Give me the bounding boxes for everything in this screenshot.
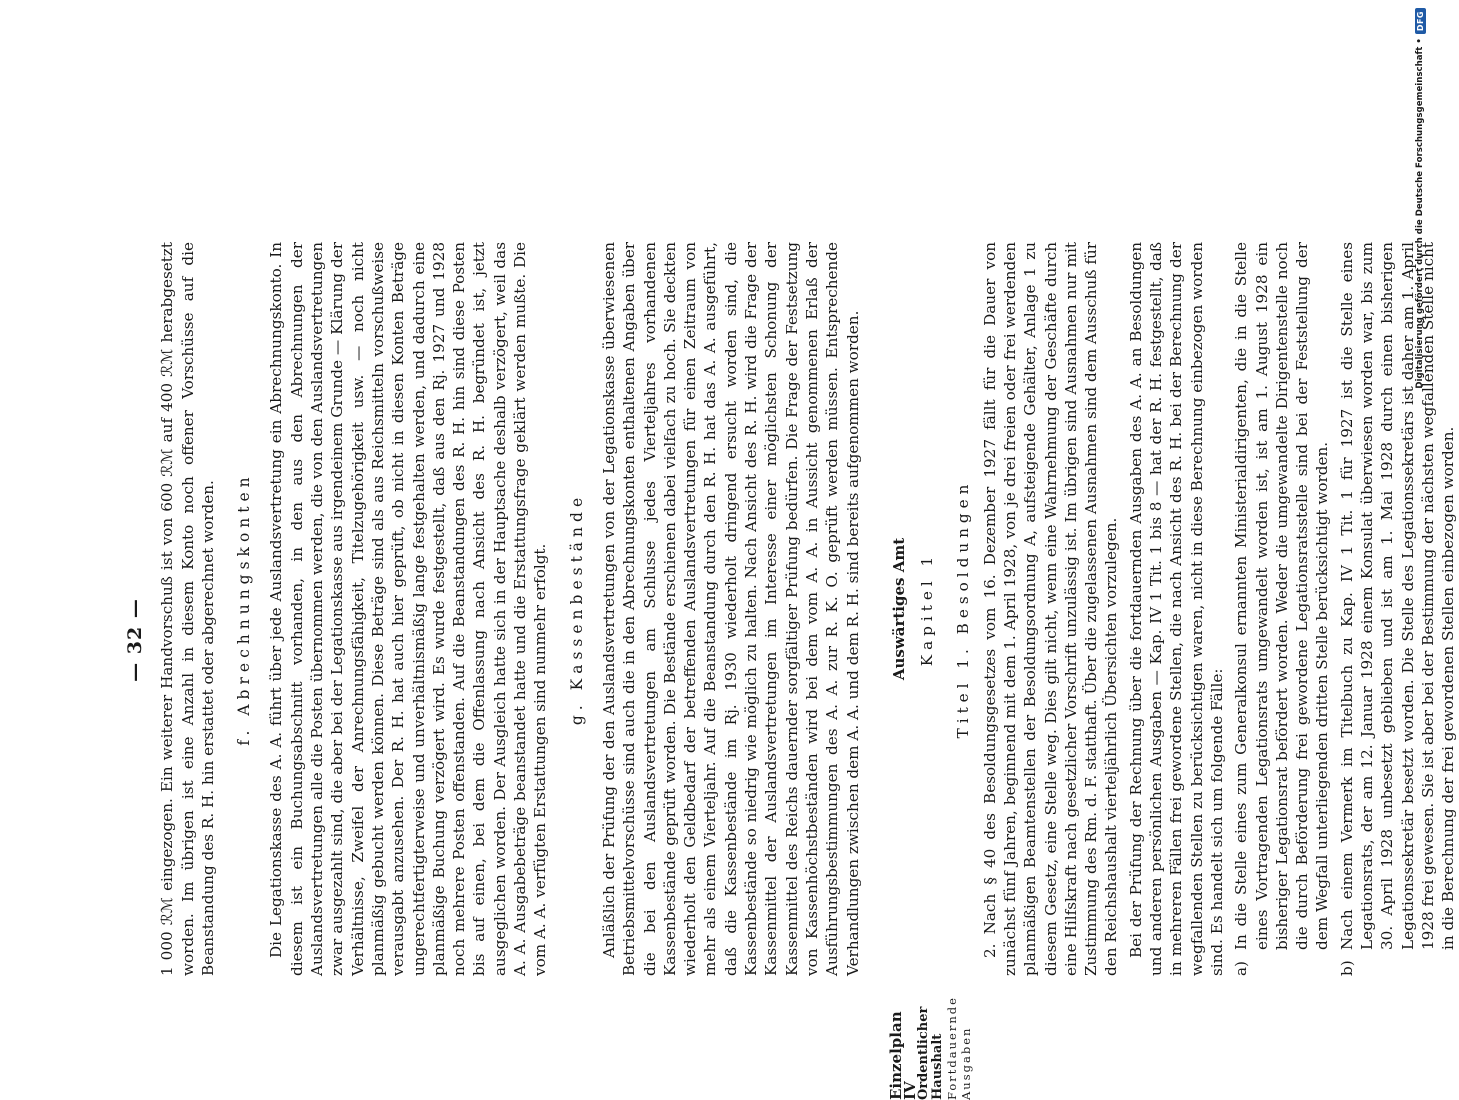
margin-note — [886, 988, 973, 1100]
section-f-heading: f. Abrechnungskonten — [235, 472, 254, 746]
intro-paragraph: 1 000 ℛℳ eingezogen. Ein weiterer Handvorschuß ist von 600 ℛℳ auf 400 ℛℳ herabgesetzt worden. Im übrigen ist eine Anzahl in diesem Konto noch offener Vorschüsse auf die Beanstandung des R. H. hin erstattet oder abgerechnet worden. — [158, 242, 217, 976]
case-a-text: In die Stelle eines zum Generalkonsul ernannten Ministerialdirigenten, die in die Stelle eines Vortragenden Legationsrats umgewandelt worden ist, ist am 1. August 1928 ein bisheriger Legationsrat befördert worden. Weder die umgewandelte Dirigentenstelle noch die durch Beförderung frei gewordene Legationsratsstelle sind bei der Feststellung der dem Wegfall unterliegenden dritten Stelle berücksichtigt worden. — [1232, 242, 1332, 950]
chapter-heading: Kapitel 1 — [918, 551, 937, 667]
case-a — [1231, 242, 1332, 976]
section-g-heading: g. Kassenbestände — [567, 492, 586, 726]
department-heading: Auswärtiges Amt — [889, 537, 908, 681]
dfg-logo: DFG — [1415, 8, 1426, 34]
margin-note-budget: Haushalt — [929, 1033, 945, 1100]
section-f-text: Die Legationskasse des A. A. führt über jede Auslandsvertretung ein Abrechnungskonto. In diesem ist ein Buchungsabschnitt vorhanden, in den aus den Abrechnungen der Auslandsvertretungen alle die Posten übernommen werden, die von den Auslandsvertretungen zwar ausgezahlt sind, die aber bei der Legationskasse aus irgendeinem Grunde — Klärung der Verhältnisse, Zweifel der Anrechnungsfähigkeit, Titelzugehörigkeit usw. — noch nicht planmäßig gebucht werden können. Diese Beträge sind als aus Reichsmitteln vorschußweise verausgabt anzusehen. Der R. H. hat auch hier geprüft, ob nicht in diesen Konten Beträge ungerechtfertigterweise und unverhältnismäßig lange festgehalten werden, und dadurch eine planmäßige Buchung verzögert wird. Es wurde festgestellt, daß aus den Rj. 1927 und 1928 noch mehrere Posten offenstanden. Auf die Beanstandungen des R. H. hin sind diese Posten bis auf einen, bei dem die Offenlassung nach Ansicht des R. H. begründet ist, jetzt ausgeglichen worden. Der Ausgleich hatte sich in der Hauptsache deshalb verzögert, weil das A. A. Ausgabebeträge beanstandet hatte und die Erstattungsfrage geklärt werden mußte. Die vom A. A. verfügten Erstattungen sind nunmehr erfolgt. — [267, 242, 550, 976]
case-a-label: a) — [1232, 961, 1251, 976]
page-number: — 32 — — [124, 598, 146, 682]
paragraph-3: Bei der Prüfung der Rechnung über die fortdauernden Ausgaben des A. A. an Besoldungen und anderen persönlichen Ausgaben — Kap. IV 1 Tit. 1 bis 8 — hat der R. H. festgestellt, daß in mehreren Fällen frei gewordene Stellen, die nach Ansicht des R. H. bei der Berechnung der wegfallenden Stellen zu berücksichtigen waren, nicht in diese Berechnung einbezogen worden sind. Es handelt sich um folgende Fälle: — [1126, 242, 1226, 976]
digitization-note: Digitalisierung gefördert durch die Deutsche Forschungsgemeinschaft • — [1415, 38, 1425, 389]
margin-note-continuing: Fortdauernde — [944, 996, 959, 1100]
section-g-text: Anläßlich der Prüfung der den Auslandsvertretungen von der Legationskasse überwiesenen Betriebsmittelvorschüsse sind auch die in den Abrechnungskonten enthaltenen Angaben über die bei den Auslandsvertretungen am Schlusse jedes Vierteljahres vorhandenen Kassenbestände geprüft worden. Die Bestände erschienen dabei vielfach zu hoch. Sie deckten wiederholt den Geldbedarf der betreffenden Auslandsvertretungen für einen Zeitraum von mehr als einem Vierteljahr. Auf die Beanstandung durch den R. H. hat das A. A. ausgeführt, daß die Kassenbestände im Rj. 1930 wiederholt dringend ersucht worden sind, die Kassenbestände so niedrig wie möglich zu halten. Nach Ansicht des R. H. wird die Frage der Kassenmittel der Auslandsvertretungen im Interesse einer möglichsten Schonung der Kassenmittel des Reichs dauernder sorgfältiger Prüfung bedürfen. Die Frage der Festsetzung von Kassenhöchstbeständen wird bei dem vom A. A. in Aussicht genommenen Erlaß der Ausführungsbestimmungen des A. A. zur R. K. O. geprüft werden müssen. Entsprechende Verhandlungen zwischen dem A. A. und dem R. H. sind bereits aufgenommen worden. — [599, 242, 862, 976]
margin-note-plan: Einzelplan IV — [886, 1011, 919, 1100]
case-b — [1337, 242, 1459, 976]
main-text-column — [157, 242, 1458, 1100]
titel-heading: Titel 1. Besoldungen — [954, 479, 973, 739]
chapter-block — [886, 242, 1459, 1100]
margin-note-ordinary: Ordentlicher — [915, 1006, 931, 1100]
case-b-text: Nach einem Vermerk im Titelbuch zu Kap. IV 1 Tit. 1 für 1927 ist die Stelle eines Legationsrats, der am 12. Januar 1928 einem Konsulat überwiesen worden war, bis zum 30. April 1928 unbesetzt geblieben und ist am 1. Mai 1928 durch einen bisherigen Legationssekretär besetzt worden. Die Stelle des Legationssekretärs ist daher am 1. April 1928 frei gewesen. Sie ist aber bei der Bestimmung der nächsten wegfallenden Stelle nicht in die Berechnung der frei gewordenen Stellen einbezogen worden. — [1337, 242, 1458, 950]
margin-note-expenses: Ausgaben — [958, 1026, 973, 1100]
paragraph-2: 2. Nach § 40 des Besoldungsgesetzes vom 16. Dezember 1927 fällt für die Dauer von zunächst fünf Jahren, beginnend mit dem 1. April 1928, von je drei freien oder frei werdenden planmäßigen Beamtenstellen der Besoldungsordnung A, aufsteigende Gehälter, Anlage 1 zu diesem Gesetz, eine Stelle weg. Dies gilt nicht, wenn eine Wahrnehmung der Geschäfte durch eine Hilfskraft nach gesetzlicher Vorschrift unzulässig ist. Im übrigen sind Ausnahmen nur mit Zustimmung des Rm. d. F. statthaft. Über die zugelassenen Ausnahmen sind dem Ausschuß für den Reichshaushalt vierteljährlich Übersichten vorzulegen. — [980, 242, 1121, 976]
case-b-label: b) — [1337, 960, 1356, 976]
digitization-stamp — [1412, 8, 1428, 388]
